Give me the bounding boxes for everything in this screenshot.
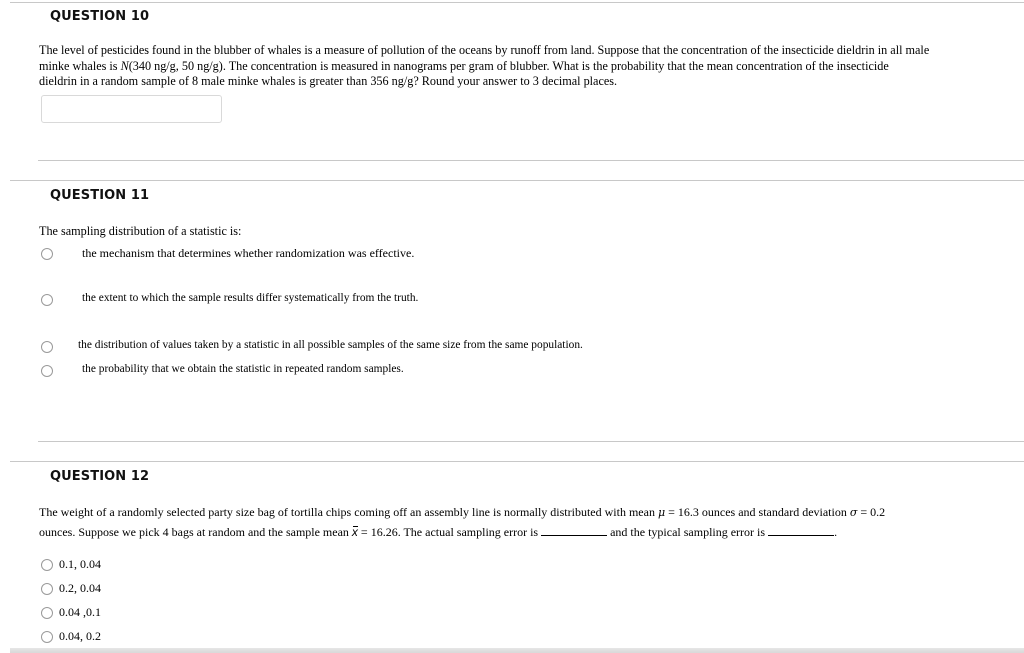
radio-button[interactable] bbox=[41, 248, 53, 260]
question-12-option-2[interactable] bbox=[0, 581, 200, 597]
radio-button[interactable] bbox=[41, 365, 53, 377]
question-10-line-3: dieldrin in a random sample of 8 male minke whales is greater than 356 ng/g? Round your answer to 3 decimal places. bbox=[39, 74, 618, 88]
radio-button[interactable] bbox=[41, 631, 53, 643]
question-12-option-1[interactable] bbox=[0, 557, 200, 573]
question-11-title: QUESTION 11 bbox=[50, 188, 150, 203]
question-11-option-2[interactable] bbox=[0, 292, 700, 308]
question-10-text bbox=[39, 43, 929, 90]
section-divider bbox=[10, 461, 1024, 462]
section-divider bbox=[10, 180, 1024, 181]
question-12-text: . bbox=[834, 525, 838, 539]
option-label: 0.04, 0.2 bbox=[59, 629, 101, 643]
radio-button[interactable] bbox=[41, 341, 53, 353]
question-10-title: QUESTION 10 bbox=[50, 9, 150, 24]
question-12-text: = 16.3 ounces and standard deviation bbox=[665, 505, 850, 519]
question-12-line-1 bbox=[39, 505, 885, 520]
blank-1 bbox=[541, 525, 607, 536]
radio-button[interactable] bbox=[41, 294, 53, 306]
question-10-line-2-rest: (340 ng/g, 50 ng/g). The concentration is measured in nanograms per gram of blubber. What is the probability that the mean concentration of the insecticide bbox=[128, 58, 889, 73]
blank-2 bbox=[768, 525, 834, 536]
option-label: 0.04 ,0.1 bbox=[59, 605, 101, 619]
radio-button[interactable] bbox=[41, 607, 53, 619]
x-bar-symbol: x bbox=[351, 525, 358, 539]
option-label: the distribution of values taken by a statistic in all possible samples of the same size from the same population. bbox=[78, 339, 583, 351]
question-12-text: The weight of a randomly selected party size bag of tortilla chips coming off an assembly line is normally distributed with mean bbox=[39, 505, 658, 519]
question-11-prompt: The sampling distribution of a statistic is: bbox=[39, 224, 242, 238]
section-bottom-edge bbox=[10, 648, 1024, 653]
sigma-symbol: σ bbox=[849, 506, 858, 519]
question-12-title: QUESTION 12 bbox=[50, 469, 150, 484]
radio-button[interactable] bbox=[41, 559, 53, 571]
section-divider bbox=[10, 2, 1024, 3]
option-label: 0.1, 0.04 bbox=[59, 557, 101, 571]
option-label: 0.2, 0.04 bbox=[59, 581, 101, 595]
question-10-line-2-prefix: minke whales is bbox=[39, 58, 121, 73]
question-12-line-2 bbox=[39, 525, 837, 540]
question-11-bottom-divider bbox=[38, 441, 1024, 442]
option-label: the extent to which the sample results differ systematically from the truth. bbox=[82, 292, 419, 304]
normal-dist-symbol: N bbox=[120, 58, 129, 73]
question-11-option-4[interactable] bbox=[0, 363, 700, 379]
question-11-option-3[interactable] bbox=[0, 339, 700, 355]
question-10-bottom-divider bbox=[38, 160, 1024, 161]
question-10-line-2 bbox=[39, 59, 929, 75]
question-12-text: = 16.26. The actual sampling error is bbox=[357, 525, 542, 539]
question-10-line-1: The level of pesticides found in the blubber of whales is a measure of pollution of the oceans by runoff from land. Suppose that the concentration of the insecticide dieldrin in all male bbox=[39, 43, 930, 57]
option-label: the probability that we obtain the statistic in repeated random samples. bbox=[82, 363, 404, 375]
question-11-option-1[interactable] bbox=[0, 246, 700, 262]
question-12-text: and the typical sampling error is bbox=[607, 525, 769, 539]
question-12-option-4[interactable] bbox=[0, 629, 200, 645]
question-12-text: ounces. Suppose we pick 4 bags at random and the sample mean bbox=[39, 525, 352, 539]
question-12-text: = 0.2 bbox=[857, 505, 886, 519]
radio-button[interactable] bbox=[41, 583, 53, 595]
mu-symbol: μ bbox=[657, 506, 666, 519]
question-12-option-3[interactable] bbox=[0, 605, 200, 621]
option-label: the mechanism that determines whether randomization was effective. bbox=[82, 246, 415, 260]
question-10-answer-input[interactable] bbox=[41, 95, 222, 123]
